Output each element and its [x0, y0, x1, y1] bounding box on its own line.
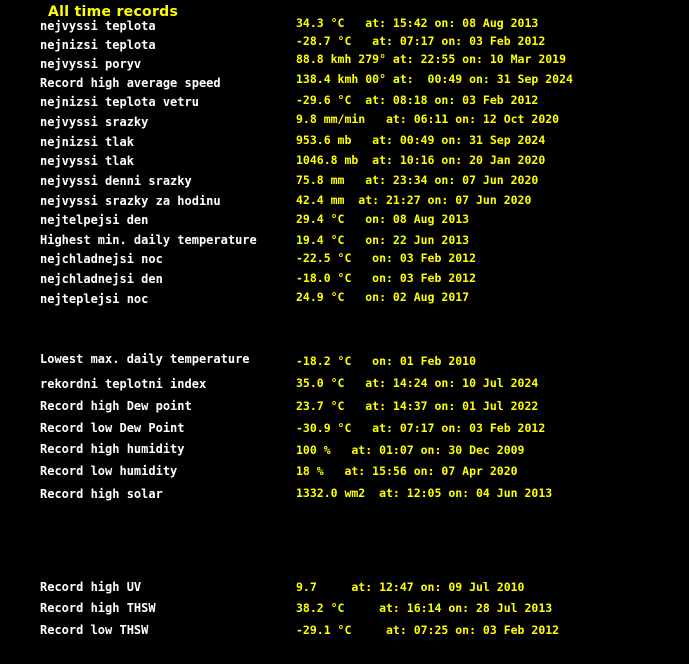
record-label: Record high Dew point	[40, 399, 192, 413]
record-label: nejtelpejsi den	[40, 213, 149, 227]
record-value: 9.7 at: 12:47 on: 09 Jul 2010	[296, 580, 525, 594]
record-value: 100 % at: 01:07 on: 30 Dec 2009	[296, 443, 525, 457]
page-title: All time records	[48, 4, 179, 20]
record-value: 953.6 mb at: 00:49 on: 31 Sep 2024	[296, 133, 546, 147]
record-value: 35.0 °C at: 14:24 on: 10 Jul 2024	[296, 376, 539, 390]
record-label: Record high THSW	[40, 601, 156, 615]
record-value: 18 % at: 15:56 on: 07 Apr 2020	[296, 464, 518, 478]
record-value: 75.8 mm at: 23:34 on: 07 Jun 2020	[296, 173, 539, 187]
record-label: nejnizsi teplota	[40, 38, 156, 52]
record-value: 23.7 °C at: 14:37 on: 01 Jul 2022	[296, 399, 539, 413]
record-label: Record high solar	[40, 487, 163, 501]
record-value: 29.4 °C on: 08 Aug 2013	[296, 212, 470, 226]
record-label: Record low humidity	[40, 464, 178, 478]
record-value: 24.9 °C on: 02 Aug 2017	[296, 290, 470, 304]
record-value: 88.8 kmh 279° at: 22:55 on: 10 Mar 2019	[296, 52, 567, 66]
record-value: 19.4 °C on: 22 Jun 2013	[296, 233, 470, 247]
record-label: Record high UV	[40, 580, 142, 594]
record-value: -18.2 °C on: 01 Feb 2010	[296, 354, 477, 368]
record-label: nejvyssi denni srazky	[40, 174, 192, 188]
record-label: rekordni teplotni index	[40, 377, 207, 391]
record-value: -30.9 °C at: 07:17 on: 03 Feb 2012	[296, 421, 546, 435]
record-label: nejnizsi teplota vetru	[40, 95, 199, 109]
record-label: Record low THSW	[40, 623, 149, 637]
record-label: nejchladnejsi noc	[40, 252, 163, 266]
record-label: nejvyssi srazky	[40, 115, 149, 129]
record-label: nejnizsi tlak	[40, 135, 134, 149]
record-label: nejvyssi srazky za hodinu	[40, 194, 221, 208]
record-label: Highest min. daily temperature	[40, 233, 257, 247]
record-label: nejvyssi teplota	[40, 19, 156, 33]
record-value: -29.1 °C at: 07:25 on: 03 Feb 2012	[296, 623, 560, 637]
record-label: nejchladnejsi den	[40, 272, 163, 286]
record-label: Record low Dew Point	[40, 421, 185, 435]
record-value: 34.3 °C at: 15:42 on: 08 Aug 2013	[296, 16, 539, 30]
record-value: 138.4 kmh 00° at: 00:49 on: 31 Sep 2024	[296, 72, 573, 86]
record-label: Lowest max. daily temperature	[40, 352, 250, 366]
record-value: -28.7 °C at: 07:17 on: 03 Feb 2012	[296, 34, 546, 48]
record-label: nejvyssi poryv	[40, 57, 142, 71]
record-value: -29.6 °C at: 08:18 on: 03 Feb 2012	[296, 93, 539, 107]
record-value: 1332.0 wm2 at: 12:05 on: 04 Jun 2013	[296, 486, 553, 500]
record-label: nejvyssi tlak	[40, 154, 134, 168]
record-value: -18.0 °C on: 03 Feb 2012	[296, 271, 477, 285]
record-value: 1046.8 mb at: 10:16 on: 20 Jan 2020	[296, 153, 546, 167]
record-value: 9.8 mm/min at: 06:11 on: 12 Oct 2020	[296, 112, 560, 126]
record-label: nejteplejsi noc	[40, 292, 149, 306]
record-label: Record high humidity	[40, 442, 185, 456]
record-value: -22.5 °C on: 03 Feb 2012	[296, 251, 477, 265]
record-label: Record high average speed	[40, 76, 221, 90]
record-value: 42.4 mm at: 21:27 on: 07 Jun 2020	[296, 193, 532, 207]
record-value: 38.2 °C at: 16:14 on: 28 Jul 2013	[296, 601, 553, 615]
